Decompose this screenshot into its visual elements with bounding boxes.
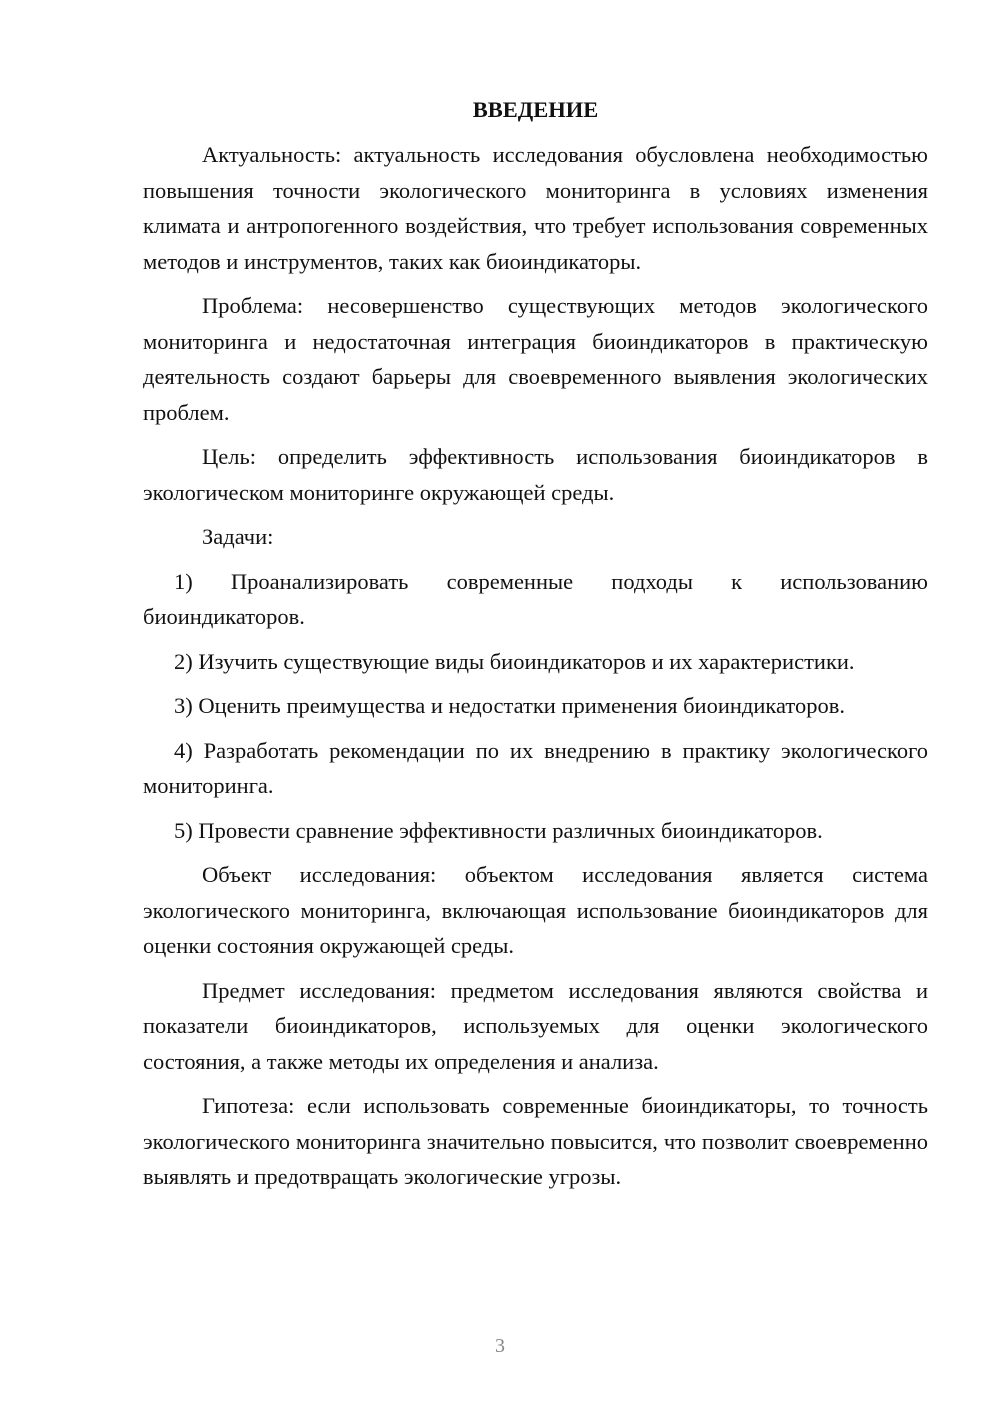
task-item-1: 1) Проанализировать современные подходы к использованию биоиндикаторов. (143, 568, 928, 629)
task-item-3: 3) Оценить преимущества и недостатки применения биоиндикаторов. (174, 693, 845, 718)
task-item-2: 2) Изучить существующие виды биоиндикаторов и их характеристики. (174, 648, 855, 674)
task-item-5: 5) Провести сравнение эффективности различных биоиндикаторов. (174, 817, 823, 843)
goal-paragraph: Цель: определить эффективность использования биоиндикаторов в экологическом мониторинге окружающей среды. (143, 444, 928, 505)
page-content (143, 92, 928, 1195)
hypothesis-paragraph: Гипотеза: если использовать современные биоиндикаторы, то точность экологического мониторинга значительно повысится, что позволит своевременно выявлять и предотвращать экологические угрозы. (143, 1093, 928, 1189)
section-heading: ВВЕДЕНИЕ (472, 97, 599, 122)
problem-paragraph: Проблема: несовершенство существующих методов экологического мониторинга и недостаточная интеграция биоиндикаторов в практическую деятельность создают барьеры для своевременного выявления экологических проблем. (143, 293, 928, 425)
subject-paragraph: Предмет исследования: предметом исследования являются свойства и показатели биоиндикаторов, используемых для оценки экологического состояния, а также методы их определения и анализа. (143, 977, 928, 1074)
page-number: 3 (495, 1335, 505, 1357)
task-item-4: 4) Разработать рекомендации по их внедрению в практику экологического мониторинга. (143, 737, 928, 798)
tasks-label: Задачи: (202, 524, 274, 549)
relevance-paragraph: Актуальность: актуальность исследования обусловлена необходимостью повышения точности экологического мониторинга в условиях изменения климата и антропогенного воздействия, что требует использования современных методов и инструментов, таких как биоиндикаторы. (143, 142, 928, 274)
object-paragraph: Объект исследования: объектом исследования является система экологического мониторинга, включающая использование биоиндикаторов для оценки состояния окружающей среды. (143, 862, 928, 958)
